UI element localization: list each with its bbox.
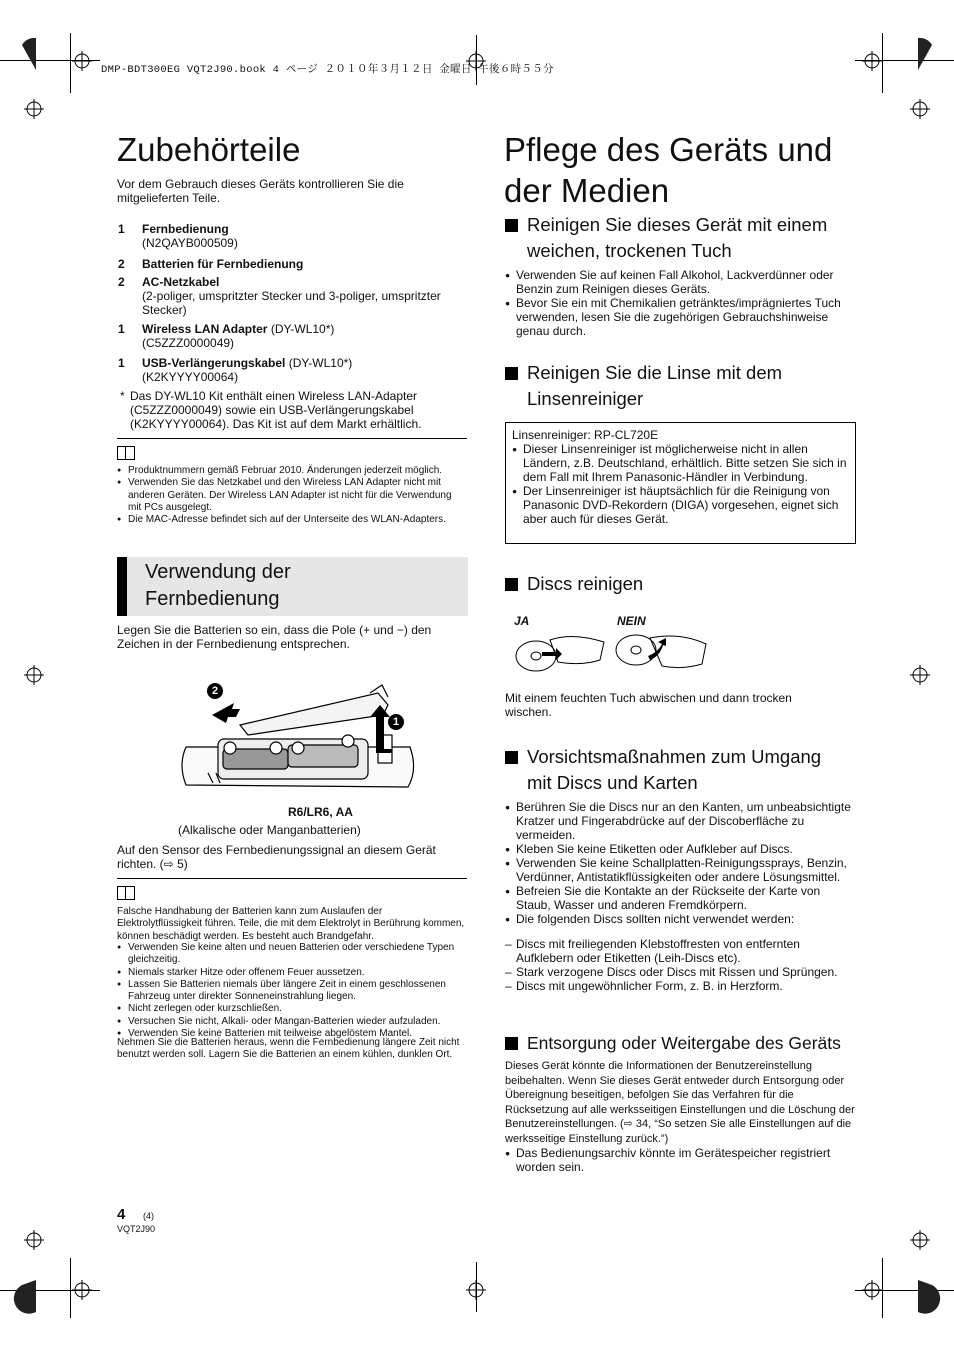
warning-item: ● Versuchen Sie nicht, Alkali- oder Mangan-Batterien wieder aufzuladen. (117, 1016, 467, 1028)
book-header: DMP-BDT300EG VQT2J90.book 4 ページ ２０１０年３月１２日 金曜日 午後６時５５分 (101, 64, 554, 76)
note-item: ● Verwenden Sie das Netzkabel und den Wireless LAN Adapter nicht mit anderen Geräten. Der Wireless LAN Adapter ist nicht für die Verwendung mit PCs ausgelegt. (117, 477, 467, 514)
lens-cleaner-box (505, 422, 856, 544)
square-bullet-icon (505, 751, 518, 764)
note-item: ● Produktnummern gemäß Februar 2010. Änderungen jederzeit möglich. (117, 465, 467, 477)
accessories-intro: Vor dem Gebrauch dieses Geräts kontrollieren Sie die mitgelieferten Teile. (117, 177, 404, 205)
list-item: ● Dieser Linsenreiniger ist möglicherweise nicht in allen Ländern, z.B. Deutschland, erhältlich. Bitte setzen Sie sich in dem Fall mit Ihrem Panasonic-Händler in Verbindung. (512, 442, 850, 484)
list-item: ● Befreien Sie die Kontakte an der Rückseite der Karte von Staub, Wasser und anderen Fremdkörpern. (505, 884, 855, 912)
list-item: ● Verwenden Sie auf keinen Fall Alkohol, Lackverdünner oder Benzin zum Reinigen dieses Geräts. (505, 268, 855, 296)
battery-warning-outro: Nehmen Sie die Batterien heraus, wenn die Fernbedienung längere Zeit nicht benutzt werden soll. Lagern Sie die Batterien an einem kühlen, dunklen Ort. (117, 1037, 460, 1061)
clean-device-list (505, 268, 855, 338)
warning-item: ● Lassen Sie Batterien niemals über längere Zeit in einem geschlossenen Fahrzeug unter direkter Sonneneinstrahlung liegen. (117, 979, 467, 1004)
square-bullet-icon (505, 367, 518, 380)
disc-cleaning-illustration (512, 630, 712, 678)
remote-intro: Legen Sie die Batterien so ein, dass die Pole (+ und −) den Zeichen in der Fernbedienung entsprechen. (117, 623, 432, 651)
disc-care-list (505, 800, 855, 926)
list-item: – Stark verzogene Discs oder Discs mit Rissen und Sprüngen. (505, 965, 845, 979)
disposal-text: Dieses Gerät könnte die Informationen der Benutzereinstellung beibehalten. Wenn Sie dieses Gerät entweder durch Entsorgung oder Übereignung beseitigen, befolgen Sie das Verfahren für die Rücksetzung auf alle werksseitigen Einstellungen und die Löschung der Benutzereinstellungen. (⇨ 34, “So setzen Sie alle Einstellungen auf die werksseitige Einstellung zurück.”) (505, 1060, 855, 1145)
square-bullet-icon (505, 1037, 518, 1050)
remote-heading-text: Verwendung der Fernbedienung (145, 561, 291, 610)
list-item: ● Kleben Sie keine Etiketten oder Aufkleber auf Discs. (505, 842, 855, 856)
step-2-badge: 2 (207, 683, 223, 699)
list-item: ● Das Bedienungsarchiv könnte im Gerätespeicher registriert worden sein. (505, 1146, 855, 1174)
list-item: ● Verwenden Sie keine Schallplatten-Reinigungssprays, Benzin, Verdünner, Antistatikflüssigkeiten oder andere Lösungsmittel. (505, 856, 855, 884)
note-list (117, 465, 467, 526)
warning-item: ● Niemals starker Hitze oder offenem Feuer aussetzen. (117, 967, 467, 979)
note-icon (117, 446, 135, 460)
page-title: Zubehörteile (117, 131, 301, 168)
battery-type-sub: (Alkalische oder Manganbatterien) (178, 823, 361, 837)
footnote-mark: * (120, 389, 125, 403)
battery-warning-list (117, 942, 467, 1040)
page-number: 4 (117, 1206, 126, 1223)
warning-item: ● Nicht zerlegen oder kurzschließen. (117, 1003, 467, 1015)
list-item: ● Der Linsenreiniger ist häuptsächlich für die Reinigung von Panasonic DVD-Rekordern (DIGA) vorgesehen, eignet sich aber auch für dieses Gerät. (512, 484, 850, 526)
page-number-sub: (4) (143, 1211, 154, 1221)
warning-item: ● Verwenden Sie keine Batterien mit teilweise abgelöstem Mantel. (117, 1028, 467, 1040)
heading-bar (117, 557, 127, 616)
care-title-line2: der Medien (504, 172, 670, 209)
unusable-disc-list (505, 937, 845, 993)
warning-item: ● Verwenden Sie keine alten und neuen Batterien oder verschiedene Typen gleichzeitig. (117, 942, 467, 967)
nein-label: NEIN (617, 614, 646, 628)
list-item: ● Berühren Sie die Discs nur an den Kanten, um unbeabsichtigte Kratzer und Fingerabdrücke auf der Discoberfläche zu vermeiden. (505, 800, 855, 842)
care-title-line1: Pflege des Geräts und (504, 131, 833, 168)
list-item: – Discs mit ungewöhnlicher Form, z. B. in Herzform. (505, 979, 845, 993)
note-icon (117, 886, 135, 900)
list-item: ● Bevor Sie ein mit Chemikalien getränktes/imprägniertes Tuch verwenden, lesen Sie die zugehörigen Gebrauchshinweise genau durch. (505, 296, 855, 338)
battery-warning-intro: Falsche Handhabung der Batterien kann zum Auslaufen der Elektrolytflüssigkeit führen. Teile, die mit dem Elektrolyt in Berührung kommen, können beschädigt werden. Es besteht auch Brandgefahr. (117, 906, 465, 942)
note-item: ● Die MAC-Adresse befindet sich auf der Unterseite des WLAN-Adapters. (117, 514, 467, 526)
square-bullet-icon (505, 219, 518, 232)
lens-cleaner-list (512, 442, 850, 526)
list-item: – Discs mit freiliegenden Klebstoffresten von entfernten Aufklebern oder Etiketten (Leih-Discs etc). (505, 937, 845, 965)
list-item: ● Die folgenden Discs sollten nicht verwendet werden: (505, 912, 855, 926)
lens-cleaner-title: Linsenreiniger: RP-CL720E (512, 428, 659, 442)
sensor-instruction: Auf den Sensor des Fernbedienungssignal an diesem Gerät richten. (⇨ 5) (117, 843, 436, 871)
ja-label: JA (514, 614, 530, 628)
battery-type-label: R6/LR6, AA (288, 805, 353, 819)
document-code: VQT2J90 (117, 1224, 156, 1234)
step-1-badge: 1 (388, 714, 404, 730)
remote-section-heading (117, 557, 468, 616)
divider (117, 438, 467, 439)
divider (117, 878, 467, 879)
disc-wipe-text: Mit einem feuchten Tuch abwischen und dann trocken wischen. (505, 691, 792, 719)
disposal-list (505, 1146, 855, 1174)
square-bullet-icon (505, 578, 518, 591)
footnote: Das DY-WL10 Kit enthält einen Wireless LAN-Adapter (C5ZZZ0000049) sowie ein USB-Verlängerungskabel (K2KYYYY00064). Das Kit ist auf dem Markt erhältlich. (130, 389, 422, 431)
